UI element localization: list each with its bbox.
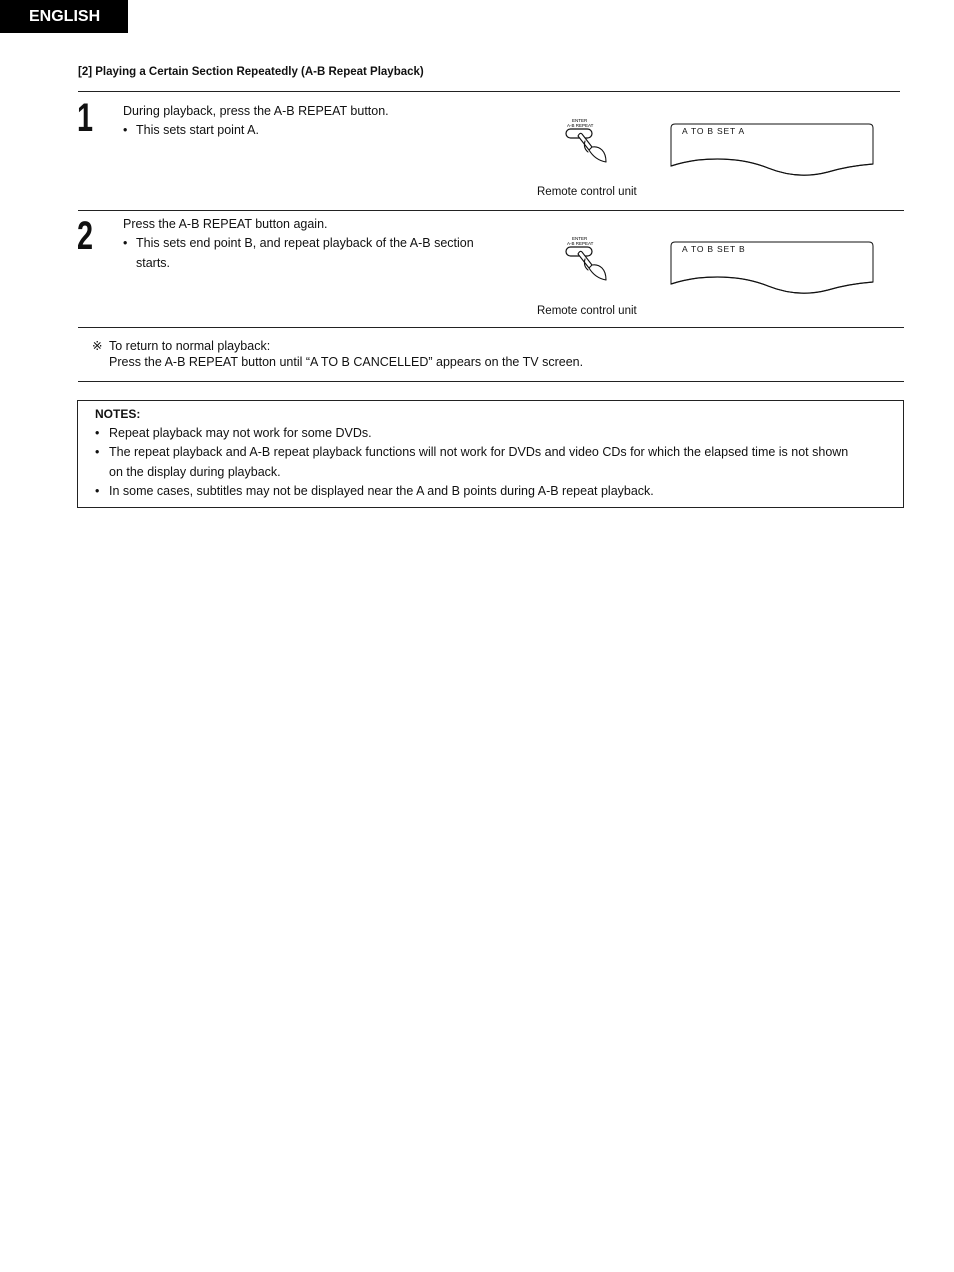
button-label-bottom: A-B REPEAT xyxy=(567,241,594,246)
notes-title: NOTES: xyxy=(95,407,141,421)
section-title: [2] Playing a Certain Section Repeatedly (A-B Repeat Playback) xyxy=(78,66,424,78)
note-bullet: • xyxy=(95,445,100,459)
note-item: Repeat playback may not work for some DVDs. xyxy=(109,426,372,440)
return-note-line-1: To return to normal playback: xyxy=(109,339,271,353)
remote-button-press-icon xyxy=(562,232,618,284)
osd-text: A TO B SET A xyxy=(682,126,745,136)
button-label-bottom: A-B REPEAT xyxy=(567,123,594,128)
note-item: The repeat playback and A-B repeat playback functions will not work for DVDs and video CDs for which the elapsed time is not shown xyxy=(109,445,849,459)
step-1-bullet-text: This sets start point A. xyxy=(136,123,259,137)
divider xyxy=(78,210,904,211)
step-1-caption: Remote control unit xyxy=(537,186,637,198)
step-2-bullet-text: This sets end point B, and repeat playback of the A-B section xyxy=(136,236,474,250)
note-item-continued: on the display during playback. xyxy=(109,465,281,479)
divider xyxy=(78,91,900,92)
osd-text: A TO B SET B xyxy=(682,244,746,254)
step-2-caption: Remote control unit xyxy=(537,305,637,317)
return-note-line-2: Press the A-B REPEAT button until “A TO B CANCELLED” appears on the TV screen. xyxy=(109,355,584,369)
language-tab: ENGLISH xyxy=(0,0,128,33)
bullet-dot: • xyxy=(123,123,128,137)
divider xyxy=(78,381,904,382)
button-label-top: ENTER xyxy=(572,118,588,123)
step-1-instruction: During playback, press the A-B REPEAT button. xyxy=(123,104,389,118)
bullet-dot: • xyxy=(123,236,128,250)
note-bullet: • xyxy=(95,426,100,440)
step-2-bullet-text: starts. xyxy=(136,256,171,270)
step-2-number: 2 xyxy=(77,214,94,258)
step-2-bullet xyxy=(123,234,503,274)
reference-mark-icon: ※ xyxy=(92,339,103,353)
step-2-instruction: Press the A-B REPEAT button again. xyxy=(123,217,328,231)
divider xyxy=(78,327,904,328)
note-item: In some cases, subtitles may not be displayed near the A and B points during A-B repeat playback. xyxy=(109,484,654,498)
step-1-number: 1 xyxy=(77,96,94,140)
remote-button-press-icon xyxy=(562,114,618,166)
note-bullet: • xyxy=(95,484,100,498)
button-label-top: ENTER xyxy=(572,236,588,241)
